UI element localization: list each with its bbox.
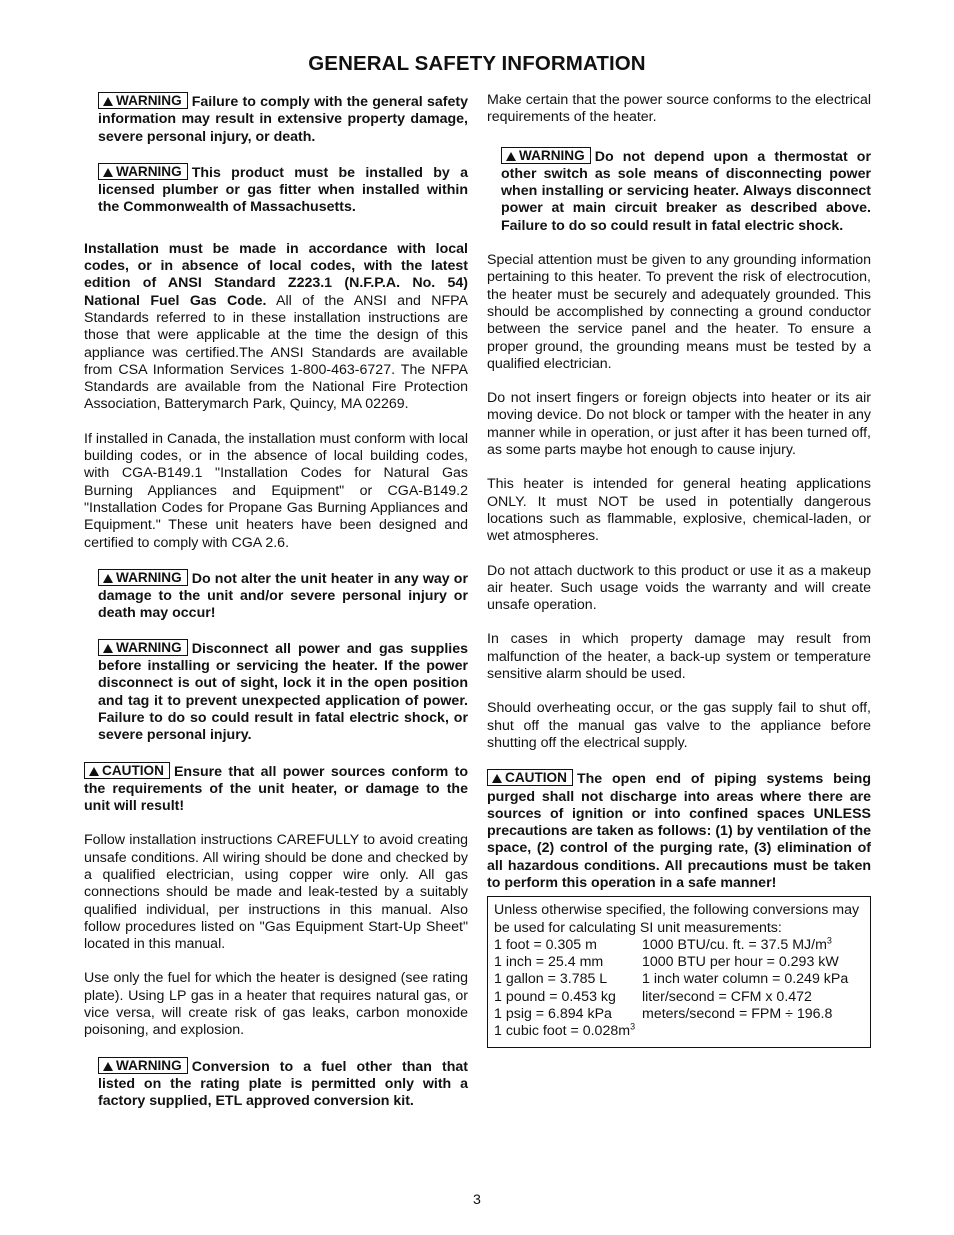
warning-text: Do not depend upon a thermostat or other switch as sole means of disconnecting power when installing or servicing heater. Always disconnect power at main circuit breaker as described above. Failure to do so could result in fatal electric shock. <box>501 148 871 234</box>
conversion-row <box>494 937 864 954</box>
warning-label: WARNING <box>98 639 188 656</box>
power-source-paragraph: Make certain that the power source conforms to the electrical requirements of the heater. <box>487 92 871 126</box>
warning-triangle-icon <box>103 168 113 177</box>
foreign-objects-paragraph: Do not insert fingers or foreign objects into heater or its air moving device. Do not block or tamper with the heater in any manner while in operation, or just after it has been turned off, as some parts maybe hot enough to cause injury. <box>487 390 871 459</box>
warning-label: WARNING <box>501 147 591 164</box>
warning-triangle-icon <box>103 574 113 583</box>
warning-triangle-icon <box>103 1062 113 1071</box>
conversion-left: 1 inch = 25.4 mm <box>494 954 604 971</box>
conversion-left: 1 foot = 0.305 m <box>494 936 597 953</box>
conversion-right: liter/second = CFM x 0.472 <box>642 988 812 1005</box>
warning-text: This product must be installed by a licensed plumber or gas fitter when installed within the Commonwealth of Massachusetts. <box>98 164 468 216</box>
caution-text: The open end of piping systems being purged shall not discharge into areas where there are sources of ignition or into confined spaces UNLESS precautions are taken as follows: (1) by ventilation of the space, (2) control of the purging rate, (3) elimination of all hazardous conditions. All precautions must be taken to perform this operation in a safe manner! <box>487 771 871 891</box>
conversion-left: 1 gallon = 3.785 L <box>494 971 608 988</box>
installation-codes-paragraph <box>84 241 468 414</box>
warning-triangle-icon <box>103 644 113 653</box>
page-number: 3 <box>473 1192 481 1208</box>
warning-notice-5 <box>98 1057 468 1111</box>
caution-label: CAUTION <box>487 769 573 786</box>
warning-label: WARNING <box>98 1057 188 1074</box>
conversion-left: 1 pound = 0.453 kg <box>494 988 616 1005</box>
fuel-paragraph: Use only the fuel for which the heater is designed (see rating plate). Using LP gas in a heater that requires natural gas, or vice versa, will create risk of gas leaks, carbon monoxide poisoning, and explosion. <box>84 970 468 1039</box>
page-title: GENERAL SAFETY INFORMATION <box>308 52 646 75</box>
warning-label: WARNING <box>98 163 188 180</box>
caution-text: Ensure that all power sources conform to the requirements of the unit heater, or damage to the unit will result! <box>84 763 468 815</box>
warning-notice-4 <box>98 639 468 745</box>
left-column <box>84 92 468 1111</box>
conversion-right: 1 inch water column = 0.249 kPa <box>642 971 849 988</box>
warning-notice-6 <box>501 147 871 235</box>
conversion-last: 1 cubic foot = $0.028m^3$ <box>494 1021 636 1040</box>
warning-triangle-icon <box>506 152 516 161</box>
warning-label: WARNING <box>98 92 188 109</box>
conversion-right: 1000 BTU per hour = 0.293 kW <box>642 954 839 971</box>
right-column <box>487 92 871 1048</box>
conversion-table-box <box>487 896 871 1047</box>
warning-triangle-icon <box>103 97 113 106</box>
warning-text: Failure to comply with the general safety information may result in extensive property damage, severe personal injury, or death. <box>98 94 468 145</box>
warning-label: WARNING <box>98 569 188 586</box>
conversion-row <box>494 1006 864 1023</box>
caution-notice-2 <box>487 769 871 892</box>
caution-notice-1 <box>84 762 468 816</box>
conversion-right: 1000 BTU/cu. ft. = 37.5 $MJ/m^3$ <box>642 935 832 953</box>
warning-notice-3 <box>98 569 468 623</box>
backup-system-paragraph: In cases in which property damage may result from malfunction of the heater, a back-up system or temperature sensitive alarm should be used. <box>487 631 871 683</box>
installation-codes-bold: Installation must be made in accordance with local codes, or in absence of local codes, with the latest edition of ANSI Standard Z223.1 (N.F.P.A. No. 54) National Fuel Gas Code. <box>84 240 468 309</box>
installation-instructions-paragraph: Follow installation instructions CAREFULLY to avoid creating unsafe conditions. All wiring should be done and checked by a qualified electrician, using copper wire only. All gas connections should be made and leak-tested by a suitably qualified individual, per instructions in this manual. Also follow procedures listed on "Gas Equipment Start-Up Sheet" located in this manual. <box>84 832 468 953</box>
warning-notice-2 <box>98 163 468 217</box>
conversion-row <box>494 989 864 1006</box>
caution-triangle-icon <box>89 767 99 776</box>
caution-label: CAUTION <box>84 762 170 779</box>
ductwork-paragraph: Do not attach ductwork to this product or use it as a makeup air heater. Such usage voids the warranty and will create unsafe operation. <box>487 562 871 614</box>
overheating-paragraph: Should overheating occur, or the gas supply fail to shut off, shut off the manual gas valve to the appliance before shutting off the electrical supply. <box>487 700 871 751</box>
caution-triangle-icon <box>492 774 502 783</box>
warning-text: Disconnect all power and gas supplies before installing or servicing the heater. If the power disconnect is out of sight, lock it in the open position and tag it to prevent unexpected application of power. Failure to do so could result in fatal electric shock, or severe personal injury. <box>98 640 468 744</box>
conversion-intro: Unless otherwise specified, the following conversions may be used for calculating SI unit measurements: <box>494 902 860 936</box>
warning-text: Conversion to a fuel other than that listed on the rating plate is permitted only with a factory supplied, ETL approved conversion kit. <box>98 1058 468 1110</box>
warning-text: Do not alter the unit heater in any way or damage to the unit and/or severe personal injury or death may occur! <box>98 570 468 622</box>
installation-codes-text: All of the ANSI and NFPA Standards referred to in these installation instructions are those that were applicable at the time the design of this appliance was certified.The ANSI Standards are available from CSA Information Services 1-800-463-6727. The NFPA Standards are available from the National Fire Protection Association, Batterymarch Park, Quincy, MA 02269. <box>84 292 468 413</box>
canada-paragraph: If installed in Canada, the installation must conform with local building codes, or in the absence of local building codes, with CGA-B149.1 "Installation Codes for Natural Gas Burning Appliances and Equipment" or CGA-B149.2 "Installation Codes for Propane Gas Burning Appliances and Equipment." These unit heaters have been designed and certified to comply with CGA 2.6. <box>84 430 468 551</box>
grounding-paragraph: Special attention must be given to any grounding information pertaining to this heater. To prevent the risk of electrocution, the heater must be securely and adequately grounded. This should be accomplished by connecting a ground conductor between the service panel and the heater. To ensure a proper ground, the grounding means must be tested by a qualified electrician. <box>487 252 871 372</box>
conversion-row <box>494 971 864 988</box>
conversion-row <box>494 954 864 971</box>
warning-notice-1 <box>98 92 468 146</box>
conversion-right: meters/second = FPM ÷ 196.8 <box>642 1006 833 1023</box>
conversion-left: 1 psig = 6.894 kPa <box>494 1006 612 1023</box>
intended-use-paragraph: This heater is intended for general heating applications ONLY. It must NOT be used in potentially dangerous locations such as flammable, explosive, chemical-laden, or wet atmospheres. <box>487 476 871 545</box>
